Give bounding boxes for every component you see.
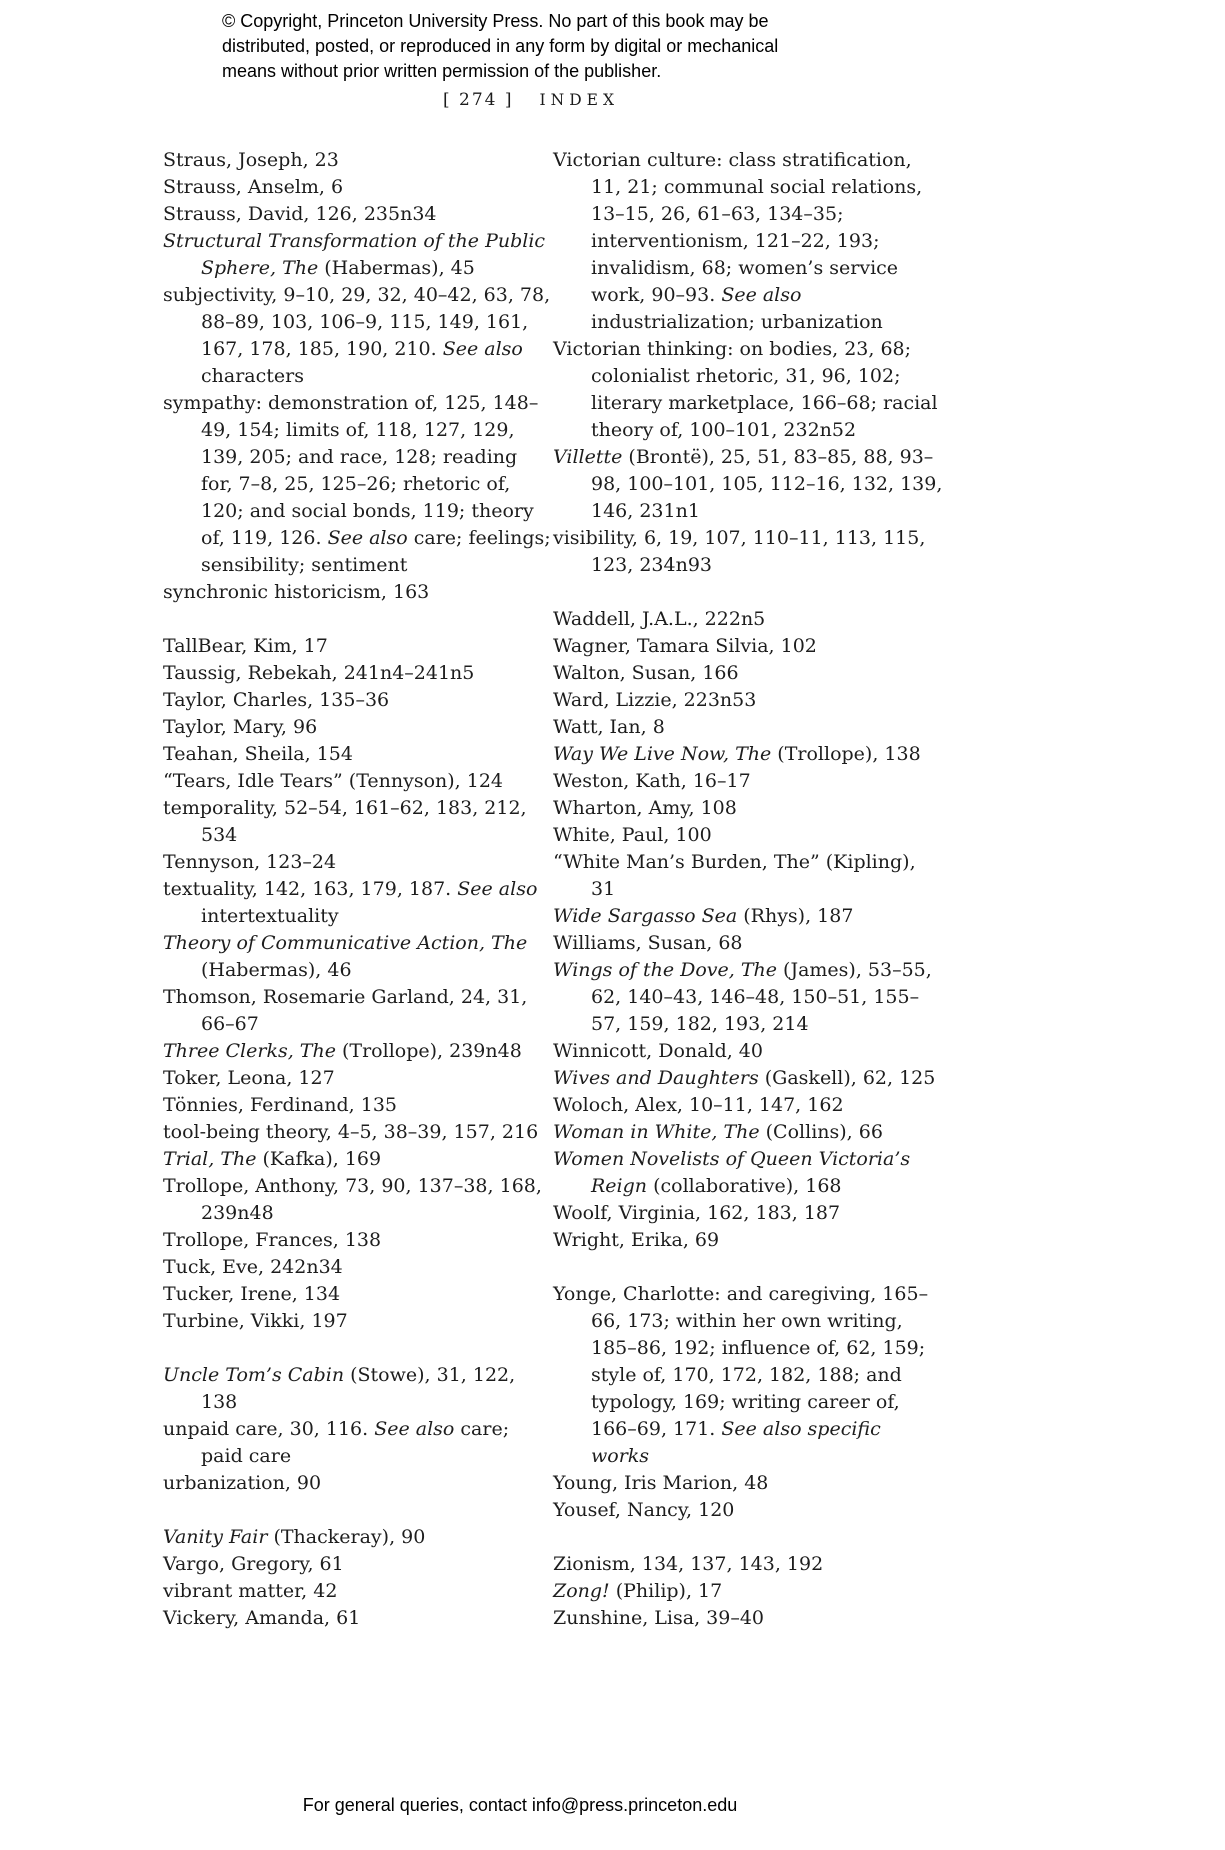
index-entry: Ward, Lizzie, 223n53 bbox=[553, 689, 757, 711]
index-entry: Wings of the Dove, The (James), 53–55, 62, 140–43, 146–48, 150–51, 155–57, 159, 182, 193, 214 bbox=[553, 959, 932, 1035]
index-entry: Strauss, David, 126, 235n34 bbox=[163, 203, 437, 225]
index-entry: Williams, Susan, 68 bbox=[553, 932, 743, 954]
index-column-left bbox=[163, 147, 553, 1632]
index-entry: Weston, Kath, 16–17 bbox=[553, 770, 751, 792]
index-entry: “White Man’s Burden, The” (Kipling), 31 bbox=[553, 851, 916, 900]
index-entry: Woolf, Virginia, 162, 183, 187 bbox=[553, 1202, 841, 1224]
index-entry: Thomson, Rosemarie Garland, 24, 31, 66–67 bbox=[163, 986, 528, 1035]
copyright-notice: © Copyright, Princeton University Press. No part of this book may be distributed, posted, or reproduced in any form by digital or mechanical means without prior written permission of the publisher. bbox=[222, 11, 779, 81]
index-entry: Trollope, Anthony, 73, 90, 137–38, 168, 239n48 bbox=[163, 1175, 542, 1224]
section-gap bbox=[163, 1497, 553, 1524]
index-entry: Villette (Brontë), 25, 51, 83–85, 88, 93–98, 100–101, 105, 112–16, 132, 139, 146, 231n1 bbox=[553, 446, 943, 522]
index-entry: Taylor, Charles, 135–36 bbox=[163, 689, 390, 711]
index-entry: Turbine, Vikki, 197 bbox=[163, 1310, 348, 1332]
index-entry: synchronic historicism, 163 bbox=[163, 581, 430, 603]
footer-contact-line: For general queries, contact info@press.princeton.edu bbox=[302, 1795, 738, 1815]
index-entry: sympathy: demonstration of, 125, 148–49, 154; limits of, 118, 127, 129, 139, 205; and race, 128; reading for, 7–8, 25, 125–26; rhetoric of, 120; and social bonds, 119; theory of, 119, 126. See also care; feelings; sensibility; sentiment bbox=[163, 392, 551, 576]
page-header bbox=[0, 90, 1062, 110]
index-entry: Trial, The (Kafka), 169 bbox=[163, 1148, 382, 1170]
index-entry: Vanity Fair (Thackeray), 90 bbox=[163, 1526, 426, 1548]
index-entry: Woloch, Alex, 10–11, 147, 162 bbox=[553, 1094, 844, 1116]
index-entry: Wright, Erika, 69 bbox=[553, 1229, 720, 1251]
index-entry: Wives and Daughters (Gaskell), 62, 125 bbox=[553, 1067, 936, 1089]
index-entry: Straus, Joseph, 23 bbox=[163, 149, 339, 171]
index-entry: Zong! (Philip), 17 bbox=[553, 1580, 723, 1602]
index-entry: Wide Sargasso Sea (Rhys), 187 bbox=[553, 905, 854, 927]
index-entry: Trollope, Frances, 138 bbox=[163, 1229, 382, 1251]
section-gap bbox=[553, 1524, 943, 1551]
index-entry: Wagner, Tamara Silvia, 102 bbox=[553, 635, 817, 657]
index-entry: White, Paul, 100 bbox=[553, 824, 712, 846]
section-gap bbox=[553, 1254, 943, 1281]
index-entry: Way We Live Now, The (Trollope), 138 bbox=[553, 743, 921, 765]
index-entry: Zionism, 134, 137, 143, 192 bbox=[553, 1553, 824, 1575]
index-entry: Strauss, Anselm, 6 bbox=[163, 176, 344, 198]
index-entry: Taylor, Mary, 96 bbox=[163, 716, 318, 738]
index-entry: Tönnies, Ferdinand, 135 bbox=[163, 1094, 398, 1116]
index-entry: Three Clerks, The (Trollope), 239n48 bbox=[163, 1040, 522, 1062]
section-gap bbox=[553, 579, 943, 606]
index-entry: Uncle Tom’s Cabin (Stowe), 31, 122, 138 bbox=[163, 1364, 516, 1413]
page-number: [ 274 ] bbox=[443, 90, 514, 110]
section-gap bbox=[163, 606, 553, 633]
index-entry: Teahan, Sheila, 154 bbox=[163, 743, 353, 765]
index-entry: Theory of Communicative Action, The (Habermas), 46 bbox=[163, 932, 528, 981]
index-entry: Women Novelists of Queen Victoria’s Reign (collaborative), 168 bbox=[553, 1148, 911, 1197]
index-entry: Victorian culture: class stratification, 11, 21; communal social relations, 13–15, 26, 61–63, 134–35; interventionism, 121–22, 193; invalidism, 68; women’s service work, 90–93. See also industrialization; urbanization bbox=[553, 149, 923, 333]
index-entry: Young, Iris Marion, 48 bbox=[553, 1472, 769, 1494]
index-entry: Winnicott, Donald, 40 bbox=[553, 1040, 763, 1062]
index-entry: Watt, Ian, 8 bbox=[553, 716, 665, 738]
index-entry: TallBear, Kim, 17 bbox=[163, 635, 328, 657]
index-entry: Structural Transformation of the Public Sphere, The (Habermas), 45 bbox=[163, 230, 546, 279]
index-entry: Zunshine, Lisa, 39–40 bbox=[553, 1607, 765, 1629]
index-entry: urbanization, 90 bbox=[163, 1472, 322, 1494]
index-column-right bbox=[553, 147, 943, 1632]
index-entry: temporality, 52–54, 161–62, 183, 212, 534 bbox=[163, 797, 527, 846]
index-entry: Woman in White, The (Collins), 66 bbox=[553, 1121, 883, 1143]
index-entry: textuality, 142, 163, 179, 187. See also intertextuality bbox=[163, 878, 538, 927]
index-entry: Vargo, Gregory, 61 bbox=[163, 1553, 344, 1575]
index-entry: Yousef, Nancy, 120 bbox=[553, 1499, 735, 1521]
index-entry: Tucker, Irene, 134 bbox=[163, 1283, 341, 1305]
index-entry: visibility, 6, 19, 107, 110–11, 113, 115, 123, 234n93 bbox=[553, 527, 926, 576]
index-columns bbox=[163, 147, 943, 1632]
index-entry: Tennyson, 123–24 bbox=[163, 851, 337, 873]
index-entry: Waddell, J.A.L., 222n5 bbox=[553, 608, 766, 630]
section-title: INDEX bbox=[539, 91, 619, 109]
index-entry: Tuck, Eve, 242n34 bbox=[163, 1256, 343, 1278]
index-entry: Yonge, Charlotte: and caregiving, 165–66, 173; within her own writing, 185–86, 192; influence of, 62, 159; style of, 170, 172, 182, 188; and typology, 169; writing career of, 166–69, 171. See also specific works bbox=[553, 1283, 929, 1467]
index-entry: Victorian thinking: on bodies, 23, 68; colonialist rhetoric, 31, 96, 102; literary marketplace, 166–68; racial theory of, 100–101, 232n52 bbox=[553, 338, 938, 441]
index-entry: Walton, Susan, 166 bbox=[553, 662, 739, 684]
section-gap bbox=[163, 1335, 553, 1362]
index-entry: Wharton, Amy, 108 bbox=[553, 797, 737, 819]
index-entry: vibrant matter, 42 bbox=[163, 1580, 338, 1602]
index-entry: tool-being theory, 4–5, 38–39, 157, 216 bbox=[163, 1121, 539, 1143]
index-entry: Taussig, Rebekah, 241n4–241n5 bbox=[163, 662, 475, 684]
index-entry: subjectivity, 9–10, 29, 32, 40–42, 63, 78, 88–89, 103, 106–9, 115, 149, 161, 167, 178, 185, 190, 210. See also characters bbox=[163, 284, 551, 387]
index-entry: Toker, Leona, 127 bbox=[163, 1067, 335, 1089]
index-entry: unpaid care, 30, 116. See also care; paid care bbox=[163, 1418, 510, 1467]
index-entry: Vickery, Amanda, 61 bbox=[163, 1607, 361, 1629]
index-entry: “Tears, Idle Tears” (Tennyson), 124 bbox=[163, 770, 504, 792]
